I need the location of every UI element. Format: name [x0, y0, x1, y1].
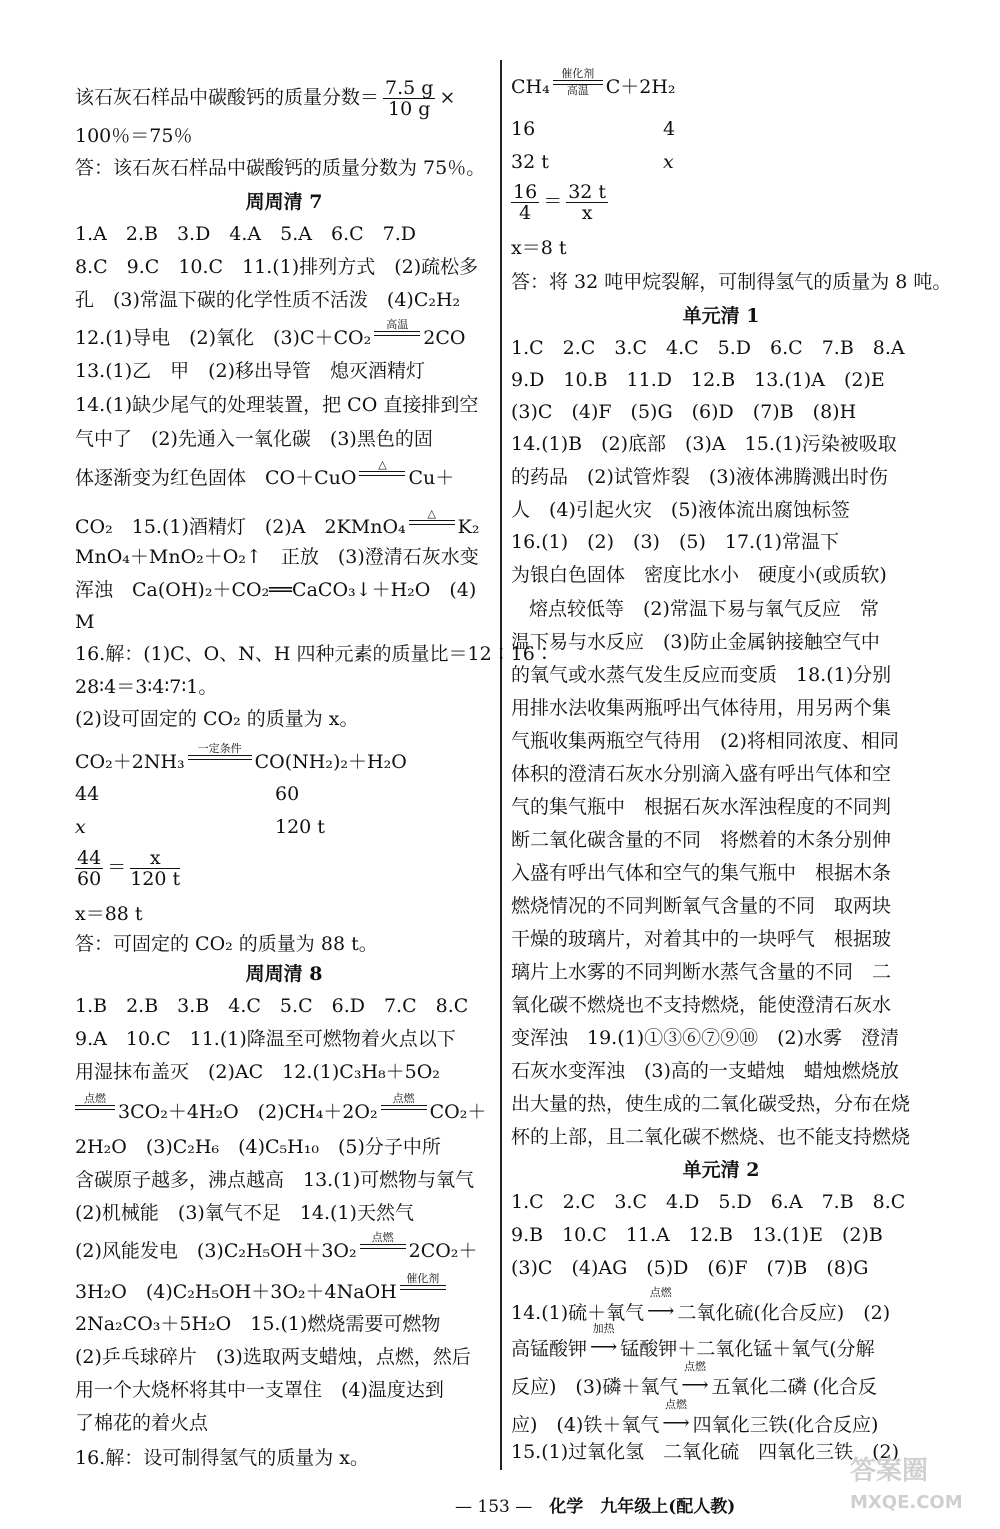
proportion-line: $\frac{16}{4}$ ＝ $\frac{32 t}{x}$: [513, 181, 607, 224]
answer-line: (3)C (4)AG (5)D (6)F (7)B (8)G: [511, 1257, 869, 1279]
answer-line: 100％＝75％: [75, 125, 193, 147]
answer-line: 燃烧情况的不同判断氧气含量的不同 取两块: [511, 895, 892, 917]
fraction: [566, 182, 608, 223]
condition-label: 点燃: [392, 1092, 415, 1105]
answer-text: (2)风能发电 (3)C₂H₅OH＋3O₂: [75, 1240, 357, 1262]
condition-label: △: [378, 458, 387, 471]
answer-text: 二氧化硫(化合反应) (2): [677, 1302, 891, 1324]
answer-text: Cu＋: [408, 467, 455, 489]
answer-line: [75, 318, 466, 350]
denominator: x: [581, 202, 593, 224]
denominator: 4: [519, 202, 532, 224]
answer-line: 用排水法收集两瓶呼出气体待用，用另两个集: [511, 697, 892, 719]
reaction-condition: [75, 1093, 115, 1122]
fraction: [75, 848, 103, 889]
section-heading: 单元清 2: [682, 1159, 760, 1181]
condition-label: 催化剂: [406, 1272, 440, 1285]
arrow-icon: ⟶: [662, 1412, 690, 1434]
answer-line: [511, 1398, 879, 1437]
answer-line: 14.(1)B (2)底部 (3)A 15.(1)污染被吸取: [511, 433, 897, 455]
answer-line: 断二氧化碳含量的不同 将燃着的木条分别伸: [511, 829, 892, 851]
reaction-arrow: [681, 1361, 708, 1397]
reaction-condition: [553, 68, 603, 97]
numerator: 16: [513, 181, 538, 203]
answer-line: 答：该石灰石样品中碳酸钙的质量分数为 75％。: [75, 157, 486, 179]
answer-line: 熔点较低等 (2)常温下易与氧气反应 常: [529, 598, 879, 620]
section-heading: 周周清 8: [245, 963, 323, 985]
arrow-icon: ⟶: [590, 1336, 618, 1358]
answer-text: 五氧化二磷 (化合反: [711, 1376, 878, 1398]
reaction-arrow: [647, 1287, 674, 1323]
footer-subject: 化学 九年级上(配人教): [549, 1497, 736, 1517]
reaction-arrow: [590, 1323, 617, 1359]
ratio-value: 32 t: [511, 151, 549, 173]
answer-text: 2CO₂＋: [408, 1240, 478, 1262]
answer-text: CO₂＋: [429, 1101, 487, 1123]
answer-text: K₂: [457, 516, 480, 538]
answer-line: 14.(1)缺少尾气的处理装置，把 CO 直接排到空: [75, 394, 479, 416]
answer-line: 温下易与水反应 (3)防止金属钠接触空气中: [511, 631, 880, 653]
answer-line: 1.B 2.B 3.B 4.C 5.C 6.D 7.C 8.C: [75, 995, 469, 1017]
answer-line: (2)机械能 (3)氧气不足 14.(1)天然气: [75, 1202, 414, 1224]
answer-text: 高锰酸钾: [511, 1338, 588, 1360]
answer-line: 为银白色固体 密度比水小 硬度小(或质软): [511, 564, 887, 586]
answer-line: (2)乒乓球碎片 (3)选取两支蜡烛，点燃，然后: [75, 1346, 471, 1368]
numerator: 7.5 g: [385, 77, 434, 99]
condition-label: 点燃: [371, 1231, 394, 1244]
answer-line: (2)设可固定的 CO₂ 的质量为 x。: [75, 708, 359, 730]
answer-text: 2CO: [423, 327, 466, 349]
proportion-line: $\frac{44}{60}$ ＝ $\frac{x}{120 t}$: [77, 847, 181, 890]
answer-line: 气中了 (2)先通入一氧化碳 (3)黑色的固: [75, 428, 433, 450]
answer-line: 含碳原子越多，沸点越高 13.(1)可燃物与氧气: [75, 1169, 475, 1191]
answer-text: 锰酸钾＋二氧化锰＋氧气(分解: [620, 1338, 875, 1360]
answer-line: [511, 1322, 875, 1361]
condition-label: 点燃: [649, 1286, 672, 1299]
answer-line: [75, 458, 455, 490]
ratio-value: x: [75, 816, 86, 838]
ratio-value: 4: [663, 118, 676, 140]
answer-text: CO(NH₂)₂＋H₂O: [254, 751, 407, 773]
answer-text: 12.(1)导电 (2)氧化 (3)C＋CO₂: [75, 327, 372, 349]
reaction-condition: [400, 1273, 446, 1302]
answer-line: 石灰水变浑浊 (3)高的一支蜡烛 蜡烛燃烧放: [511, 1060, 899, 1082]
answer-line: [75, 1231, 478, 1263]
section-heading: 周周清 7: [245, 191, 323, 213]
condition-label: 高温: [566, 84, 589, 97]
ratio-value: 120 t: [275, 816, 325, 838]
answer-line: 孔 (3)常温下碳的化学性质不活泼 (4)C₂H₂: [75, 289, 461, 311]
answer-line: 16.(1) (2) (3) (5) 17.(1)常温下: [511, 531, 840, 553]
answer-text: CO₂＋2NH₃: [75, 751, 185, 773]
numerator: x: [130, 848, 180, 869]
reaction-condition: [359, 459, 405, 488]
answer-line: 16.解：(1)C、O、N、H 四种元素的质量比＝12∶16∶: [75, 643, 554, 665]
answer-text: 体逐渐变为红色固体 CO＋CuO: [75, 467, 357, 489]
answer-line: 15.(1)过氧化氢 二氧化硫 四氧化三铁 (2): [511, 1441, 900, 1463]
answer-line: x＝88 t: [75, 903, 143, 925]
answer-line: 用一个大烧杯将其中一支罩住 (4)温度达到: [75, 1379, 444, 1401]
answer-line: [511, 1286, 891, 1325]
denominator: 10 g: [388, 98, 431, 120]
arrow-icon: ⟶: [647, 1300, 675, 1322]
answer-line: 干燥的玻璃片，对着其中的一块呼气 根据玻: [511, 928, 892, 950]
answer-line: 气的集气瓶中 根据石灰水浑浊程度的不同判: [511, 796, 892, 818]
answer-line: 用湿抹布盖灭 (2)AC 12.(1)C₃H₈＋5O₂: [75, 1061, 440, 1083]
answer-line: 璃片上水雾的不同判断水蒸气含量的不同 二: [511, 961, 892, 983]
page-number: — 153 —: [455, 1497, 533, 1517]
answer-line: 变浑浊 19.(1)①③⑥⑦⑨⑩ (2)水雾 澄清: [511, 1027, 900, 1049]
answer-text: 该石灰石样品中碳酸钙的质量分数＝: [75, 86, 380, 109]
answer-text: 14.(1)硫＋氧气: [511, 1302, 645, 1324]
answer-line: [75, 1272, 449, 1304]
column-divider: [500, 60, 502, 1470]
answer-line: 答：可固定的 CO₂ 的质量为 88 t。: [75, 933, 378, 955]
answer-line: 的氧气或水蒸气发生反应而变质 18.(1)分别: [511, 664, 892, 686]
arrow-icon: ⟶: [681, 1374, 709, 1396]
answer-line: 2Na₂CO₃＋5H₂O 15.(1)燃烧需要可燃物: [75, 1313, 441, 1335]
numerator: 44: [77, 847, 102, 869]
answer-line: 9.B 10.C 11.A 12.B 13.(1)E (2)B: [511, 1224, 883, 1246]
answer-line: 了棉花的着火点: [75, 1412, 209, 1434]
answer-text: 应) (4)铁＋氧气: [511, 1414, 660, 1436]
condition-label: 加热: [592, 1322, 615, 1335]
answer-line: 8.C 9.C 10.C 11.(1)排列方式 (2)疏松多: [75, 256, 479, 278]
ratio-value: 60: [275, 783, 300, 805]
answer-line: 浑浊 Ca(OH)₂＋CO₂══CaCO₃↓＋H₂O (4): [75, 579, 477, 601]
answer-line: 2H₂O (3)C₂H₆ (4)C₅H₁₀ (5)分子中所: [75, 1136, 441, 1158]
ratio-value: x: [663, 151, 674, 173]
answer-line: [75, 1092, 487, 1124]
equation-line: [75, 742, 407, 774]
watermark-url: MXQE.COM: [850, 1492, 963, 1513]
denominator: 60: [77, 868, 102, 890]
answer-line: 气瓶收集两瓶空气待用 (2)将相同浓度、相同: [511, 730, 899, 752]
fraction: [511, 182, 539, 223]
answer-line: 16.解：设可制得氢气的质量为 x。: [75, 1447, 369, 1469]
answer-text: 反应) (3)磷＋氧气: [511, 1376, 679, 1398]
answer-line: x＝8 t: [511, 237, 567, 259]
answer-line: [75, 78, 455, 119]
answer-line: [511, 1360, 878, 1399]
answer-line: 答：将 32 吨甲烷裂解，可制得氢气的质量为 8 吨。: [511, 271, 952, 293]
answer-line: 9.D 10.B 11.D 12.B 13.(1)A (2)E: [511, 369, 885, 391]
answer-line: 入盛有呼出气体和空气的集气瓶中 根据木条: [511, 862, 892, 884]
answer-text: CO₂ 15.(1)酒精灯 (2)A 2KMnO₄: [75, 516, 406, 538]
fraction: [383, 78, 435, 119]
condition-label: △: [427, 507, 436, 520]
condition-label: 催化剂: [561, 67, 595, 80]
answer-line: 杯的上部，且二氧化碳不燃烧、也不能支持燃烧: [511, 1126, 911, 1148]
condition-label: 点燃: [664, 1398, 687, 1411]
reaction-condition: [374, 319, 420, 348]
answer-line: 的药品 (2)试管炸裂 (3)液体沸腾溅出时伤: [511, 466, 888, 488]
watermark-logo: [850, 1455, 990, 1525]
reaction-condition: [188, 743, 252, 772]
condition-label: 点燃: [683, 1360, 706, 1373]
reaction-condition: [381, 1093, 427, 1122]
answer-line: M: [75, 611, 95, 633]
fraction: [130, 848, 180, 889]
answer-line: 1.C 2.C 3.C 4.C 5.D 6.C 7.B 8.A: [511, 337, 905, 359]
reaction-arrow: [662, 1399, 689, 1435]
condition-label: 一定条件: [197, 742, 242, 755]
answer-line: 体积的澄清石灰水分别滴入盛有呼出气体和空: [511, 763, 892, 785]
equation-line: [511, 67, 676, 99]
ratio-value: 44: [75, 783, 100, 805]
answer-line: MnO₄＋MnO₂＋O₂↑ 正放 (3)澄清石灰水变: [75, 546, 479, 568]
answer-line: 氧化碳不燃烧也不支持燃烧，能使澄清石灰水: [511, 994, 892, 1016]
condition-label: 点燃: [84, 1092, 106, 1105]
answer-text: 3H₂O (4)C₂H₅OH＋3O₂＋4NaOH: [75, 1281, 397, 1303]
answer-line: 28∶4＝3∶4∶7∶1。: [75, 676, 218, 698]
answer-line: 出大量的热，使生成的二氧化碳受热，分布在烧: [511, 1093, 911, 1115]
answer-line: (3)C (4)F (5)G (6)D (7)B (8)H: [511, 401, 857, 423]
answer-line: [75, 507, 480, 539]
section-heading: 单元清 1: [682, 305, 760, 327]
numerator: 32 t: [568, 181, 607, 203]
answer-line: 9.A 10.C 11.(1)降温至可燃物着火点以下: [75, 1028, 456, 1050]
answer-line: 13.(1)乙 甲 (2)移出导管 熄灭酒精灯: [75, 360, 426, 382]
watermark-text: 答案圈: [850, 1456, 929, 1486]
answer-text: C＋2H₂: [605, 76, 676, 98]
ratio-value: 16: [511, 118, 536, 140]
answer-line: 人 (4)引起火灾 (5)液体流出腐蚀标签: [511, 499, 850, 521]
page-footer: [455, 1492, 735, 1517]
answer-line: 1.C 2.C 3.C 4.D 5.D 6.A 7.B 8.C: [511, 1191, 906, 1213]
answer-text: CH₄: [511, 76, 550, 98]
answer-text: 3CO₂＋4H₂O (2)CH₄＋2O₂: [118, 1101, 378, 1123]
denominator: 120 t: [130, 868, 181, 890]
condition-label: 高温: [386, 318, 409, 331]
reaction-condition: [409, 508, 455, 537]
reaction-condition: [360, 1232, 406, 1261]
answer-text: 四氧化三铁(化合反应): [692, 1414, 879, 1436]
times-sign: ×: [439, 86, 456, 109]
answer-line: 1.A 2.B 3.D 4.A 5.A 6.C 7.D: [75, 223, 417, 245]
